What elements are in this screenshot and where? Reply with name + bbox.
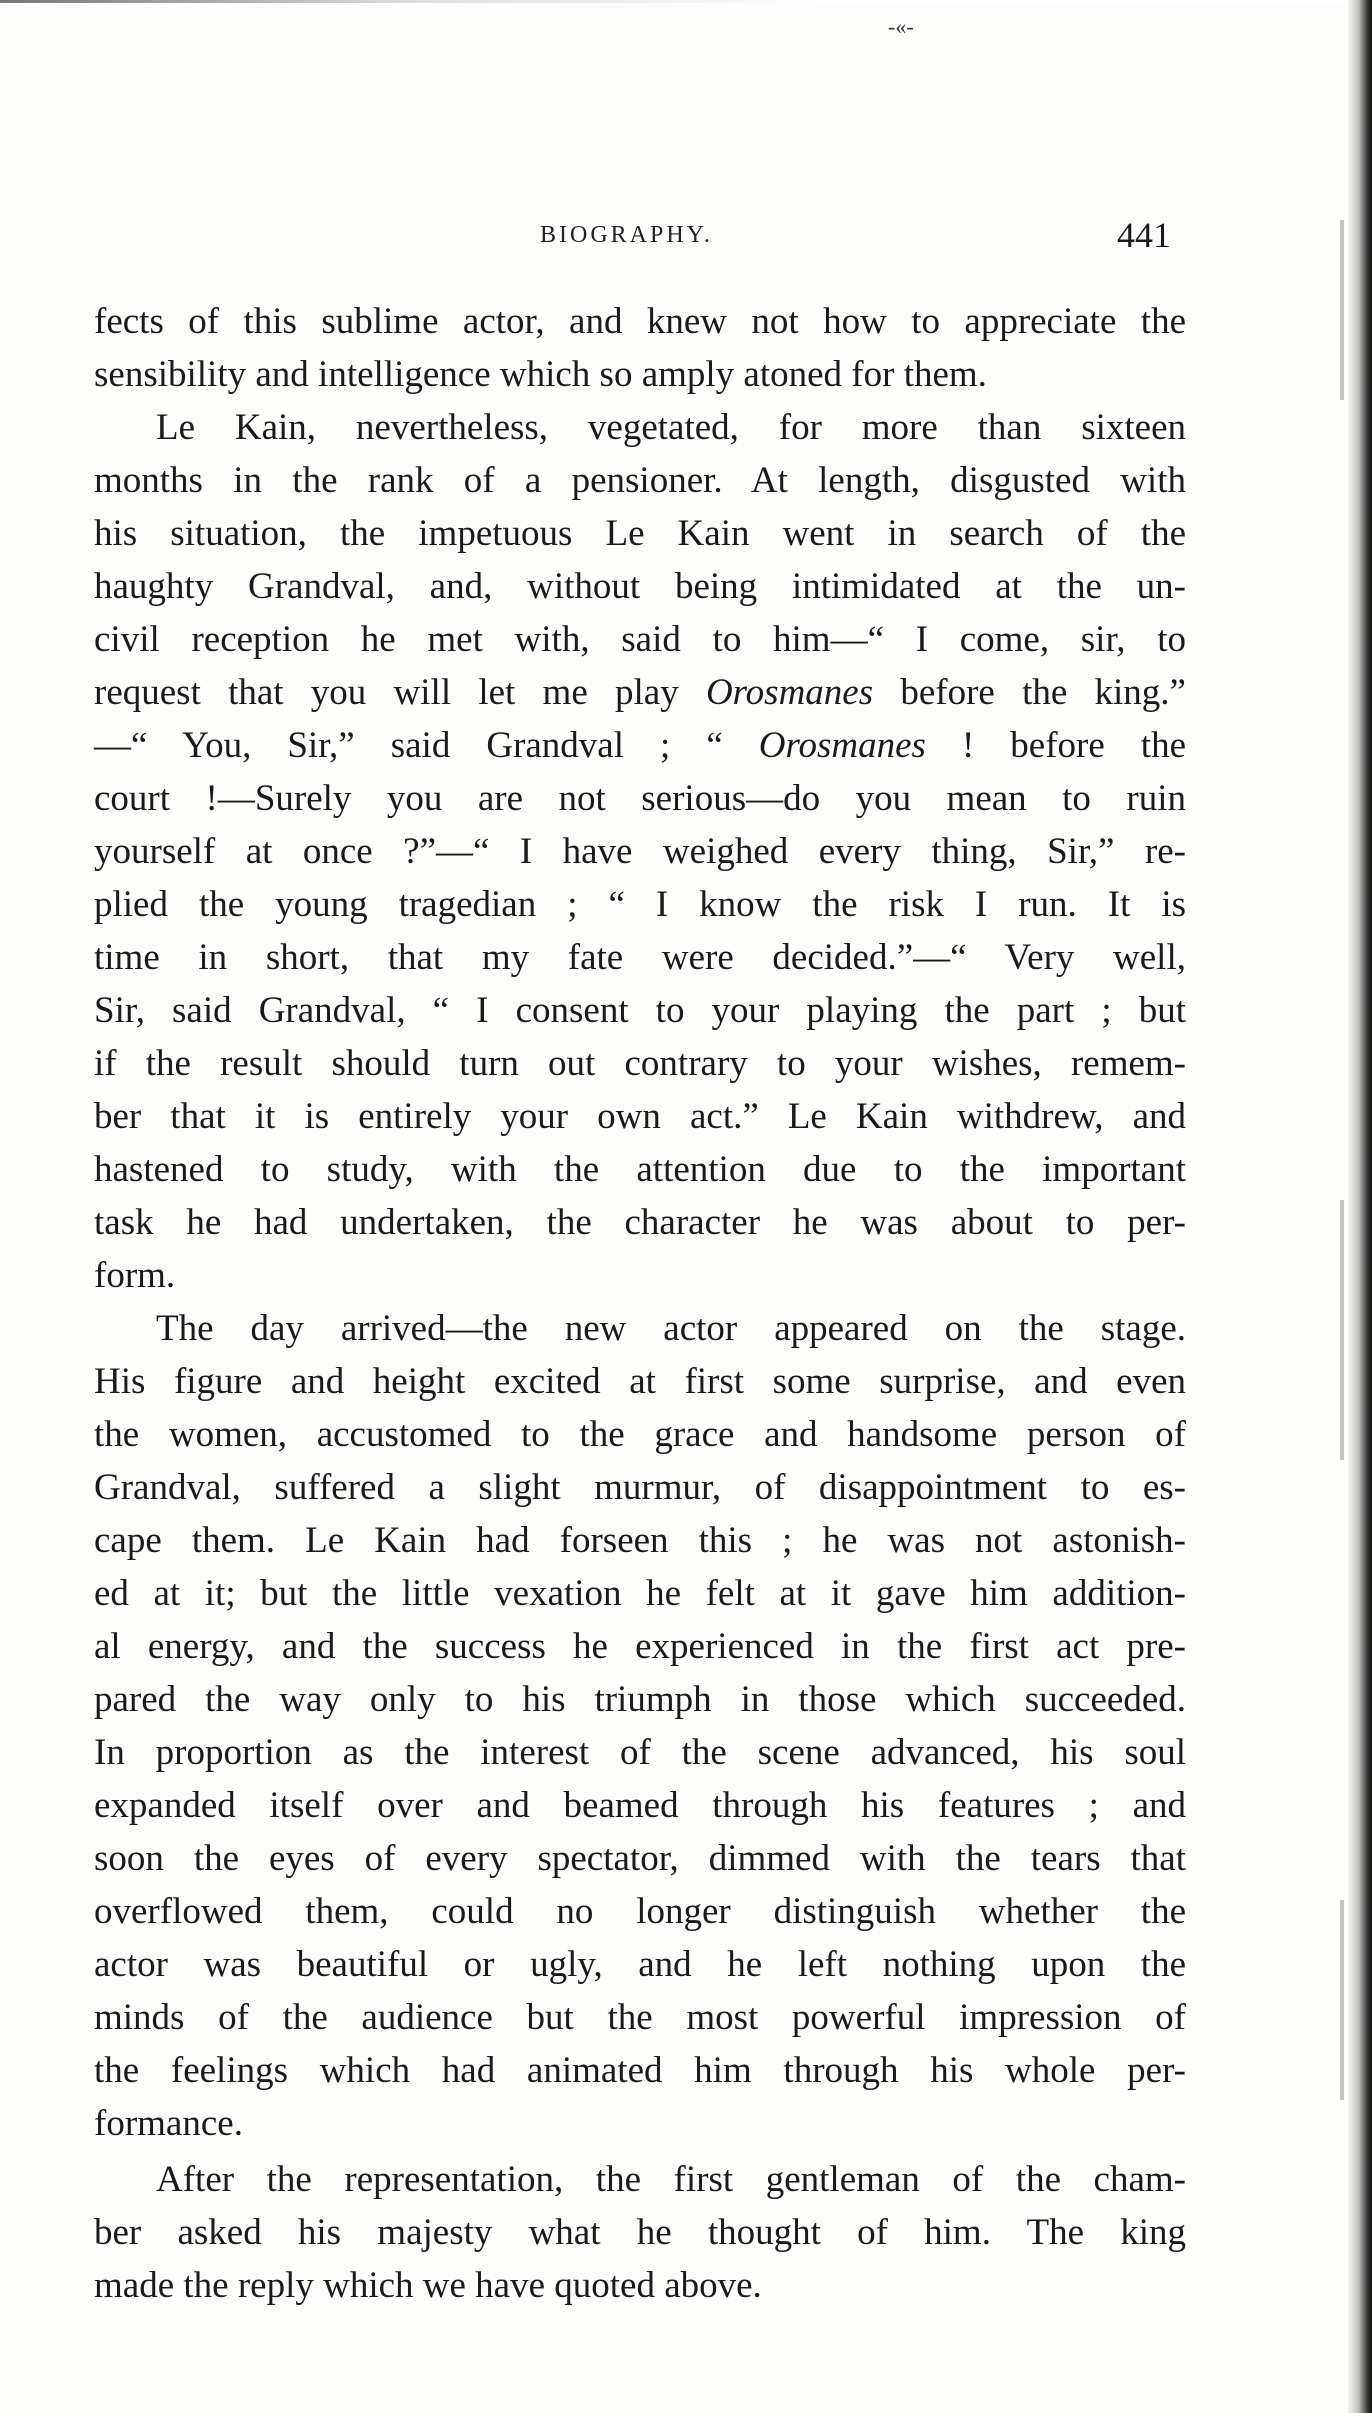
text-line: Grandval, suffered a slight murmur, of disappointment to es- [94,1467,1186,1508]
running-title: BIOGRAPHY. [540,222,713,248]
text-line: time in short, that my fate were decided.”—“ Very well, [94,937,1186,978]
text-line: expanded itself over and beamed through his features ; and [94,1785,1186,1826]
paragraph [94,2153,1186,2312]
text-line: ber that it is entirely your own act.” Le Kain withdrew, and [94,1096,1186,1137]
text-line: ber asked his majesty what he thought of him. The king [94,2212,1186,2253]
text-line: yourself at once ?”—“ I have weighed every thing, Sir,” re- [94,831,1186,872]
paragraph [94,1302,1186,2150]
text-line: Sir, said Grandval, “ I consent to your playing the part ; but [94,990,1186,1031]
text-line: form. [94,1255,176,1296]
text-line: plied the young tragedian ; “ I know the risk I run. It is [94,884,1186,925]
text-line: his situation, the impetuous Le Kain went in search of the [94,513,1186,554]
text-line: made the reply which we have quoted above. [94,2265,762,2306]
text-line: if the result should turn out contrary to your wishes, remem- [94,1043,1186,1084]
text-line: Le Kain, nevertheless, vegetated, for more than sixteen [156,407,1186,448]
text-line: pared the way only to his triumph in those which succeeded. [94,1679,1186,1720]
text-line: —“ You, Sir,” said Grandval ; “ Orosmanes ! before the [94,725,1187,766]
scan-edge-mark [1340,220,1344,400]
text-line: soon the eyes of every spectator, dimmed with the tears that [94,1838,1186,1879]
text-line: haughty Grandval, and, without being intimidated at the un- [94,566,1186,607]
text-line: actor was beautiful or ugly, and he left nothing upon the [94,1944,1186,1985]
text-line: months in the rank of a pensioner. At length, disgusted with [94,460,1186,501]
text-line: ed at it; but the little vexation he felt at it gave him addition- [94,1573,1186,1614]
text-line: formance. [94,2103,243,2144]
text-line: hastened to study, with the attention due to the important [94,1149,1186,1190]
text-line: court !—Surely you are not serious—do you mean to ruin [94,778,1186,819]
text-line: cape them. Le Kain had forseen this ; he was not astonish- [94,1520,1186,1561]
scan-right-edge [1348,0,1372,2413]
header-ornament: -«- [888,14,914,39]
page-number: 441 [1117,215,1171,255]
text-line: sensibility and intelligence which so amply atoned for them. [94,354,987,395]
italic-title: Orosmanes [705,672,874,713]
text-line: the feelings which had animated him through his whole per- [94,2050,1186,2091]
paragraph [94,401,1186,1302]
text-line: His figure and height excited at first some surprise, and even [94,1361,1186,1402]
text-line: task he had undertaken, the character he was about to per- [94,1202,1186,1243]
text-line: After the representation, the first gentleman of the cham- [156,2159,1186,2200]
text-line: overflowed them, could no longer distinguish whether the [94,1891,1186,1932]
text-line: al energy, and the success he experienced in the first act pre- [94,1626,1186,1667]
scan-edge-mark [1340,1200,1344,1460]
body-text [94,295,1186,2312]
text-line: the women, accustomed to the grace and handsome person of [94,1414,1186,1455]
scan-edge-mark [1340,1900,1344,2100]
italic-title: Orosmanes [758,725,926,766]
text-line: request that you will let me play Orosmanes before the king.” [94,672,1186,713]
text-line: civil reception he met with, said to him—“ I come, sir, to [94,619,1186,660]
text-line: The day arrived—the new actor appeared on the stage. [156,1308,1186,1349]
text-line: In proportion as the interest of the scene advanced, his soul [94,1732,1186,1773]
text-line: fects of this sublime actor, and knew not how to appreciate the [94,301,1186,342]
scan-top-edge [0,0,1372,3]
text-line: minds of the audience but the most powerful impression of [94,1997,1186,2038]
paragraph [94,295,1186,401]
